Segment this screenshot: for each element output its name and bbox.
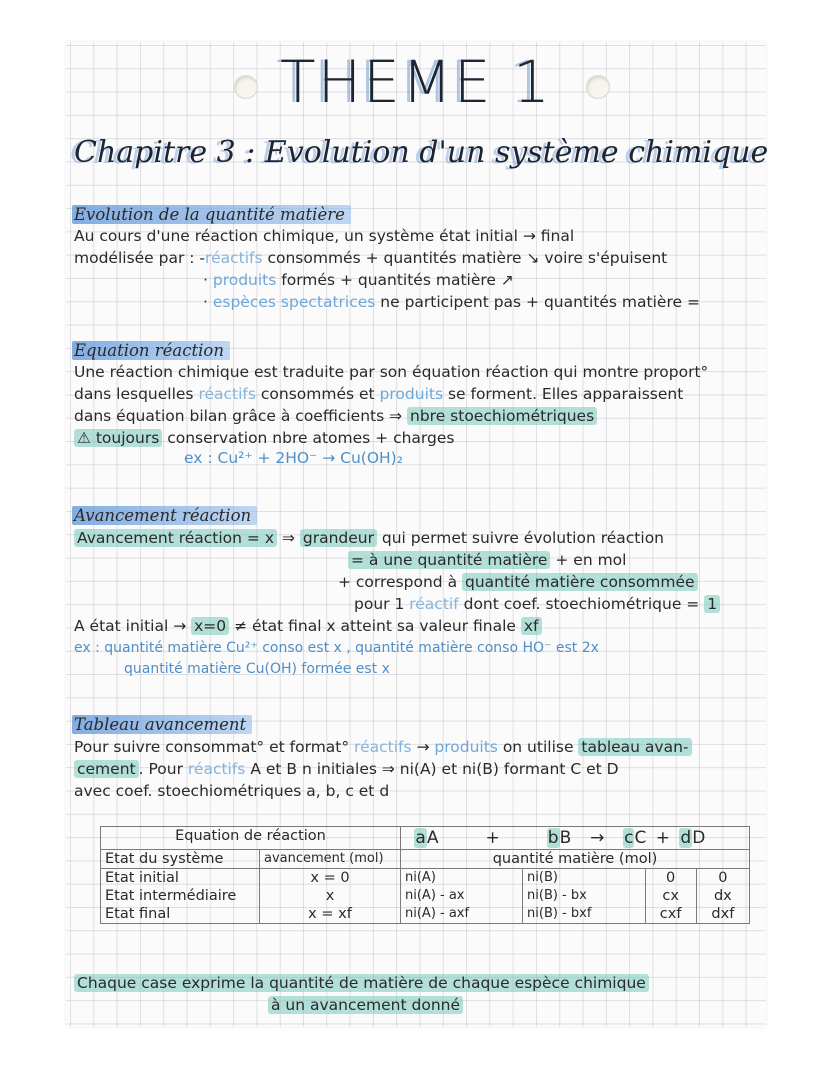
evolution-bullet-spectatrices: · espèces spectatrices ne participent pas + quantités matière = — [203, 293, 700, 311]
section-evolution — [72, 204, 351, 226]
avancement-line-3: + correspond à quantité matière consommée — [338, 572, 698, 593]
section-heading-evolution: Evolution de la quantité matière — [72, 205, 351, 224]
equation-example: ex : Cu²⁺ + 2HO⁻ → Cu(OH)₂ — [184, 449, 403, 467]
avancement-line-2: = à une quantité matière + en mol — [348, 550, 626, 571]
table-equation: aA + bB → cC + dD — [401, 827, 750, 850]
equation-line-2: dans lesquelles réactifs consommés et produits se forment. Elles apparaissent — [74, 385, 684, 403]
avancement-line-4: pour 1 réactif dont coef. stoechiométrique = 1 — [354, 594, 720, 615]
conclusion-line-2: à un avancement donné — [268, 995, 463, 1016]
table-etat-label: Etat du système — [101, 850, 260, 869]
equation-line-4: ⚠ toujours conservation nbre atomes + charges — [74, 428, 454, 449]
section-heading-avancement: Avancement réaction — [72, 506, 257, 525]
conclusion-line-1: Chaque case exprime la quantité de matière de chaque espèce chimique — [74, 973, 649, 994]
notebook-page — [66, 42, 769, 1027]
avancement-line-1: Avancement réaction = x ⇒ grandeur qui permet suivre évolution réaction — [74, 528, 664, 549]
table-avancement-label: avancement (mol) — [260, 850, 401, 869]
term-especes-spectatrices: espèces spectatrices — [212, 293, 376, 311]
table-row-final: Etat final x = xf ni(A) - axf ni(B) - bxf cxf dxf — [101, 905, 750, 924]
section-heading-equation: Equation réaction — [72, 341, 230, 360]
highlight-nbre-stoechiometriques: nbre stoechiométriques — [407, 407, 597, 425]
avancement-line-5: A état initial → x=0 ≠ état final x atteint sa valeur finale xf — [74, 616, 542, 637]
term-reactifs: réactifs — [205, 249, 263, 267]
avancement-example-2: quantité matière Cu(OH) formée est x — [124, 661, 390, 677]
avancement-example-1: ex : quantité matière Cu²⁺ conso est x , quantité matière conso HO⁻ est 2x — [74, 640, 599, 656]
table-quantite-label: quantité matière (mol) — [401, 850, 750, 869]
equation-line-3: dans équation bilan grâce à coefficients ⇒ nbre stoechiométriques — [74, 406, 597, 427]
section-heading-tableau: Tableau avancement — [72, 715, 252, 734]
equation-line-1: Une réaction chimique est traduite par son équation réaction qui montre proport° — [74, 363, 709, 381]
table-row-initial: Etat initial x = 0 ni(A) ni(B) 0 0 — [101, 869, 750, 888]
advancement-table — [100, 826, 750, 924]
table-equation-label: Equation de réaction — [101, 827, 401, 850]
chapter-title: Chapitre 3 : Evolution d'un système chimique — [74, 135, 769, 170]
section-avancement — [72, 505, 257, 527]
tableau-line-1: Pour suivre consommat° et format° réactifs → produits on utilise tableau avan- — [74, 737, 692, 758]
tableau-line-3: avec coef. stoechiométriques a, b, c et d — [74, 782, 390, 800]
section-equation — [72, 340, 230, 362]
evolution-line-2: modélisée par : -réactifs consommés + quantités matière ↘ voire s'épuisent — [74, 249, 668, 267]
section-tableau — [72, 714, 252, 736]
theme-title: THEME 1 — [280, 48, 552, 116]
term-produits: produits — [212, 271, 277, 289]
table-row-intermediaire: Etat intermédiaire x ni(A) - ax ni(B) - bx cx dx — [101, 887, 750, 905]
evolution-line-1: Au cours d'une réaction chimique, un système état initial → final — [74, 227, 575, 245]
evolution-bullet-produits: · produits formés + quantités matière ↗ — [203, 271, 514, 289]
tableau-line-2: cement . Pour réactifs A et B n initiales ⇒ ni(A) et ni(B) formant C et D — [74, 759, 619, 780]
highlight-toujours: ⚠ toujours — [74, 429, 162, 447]
